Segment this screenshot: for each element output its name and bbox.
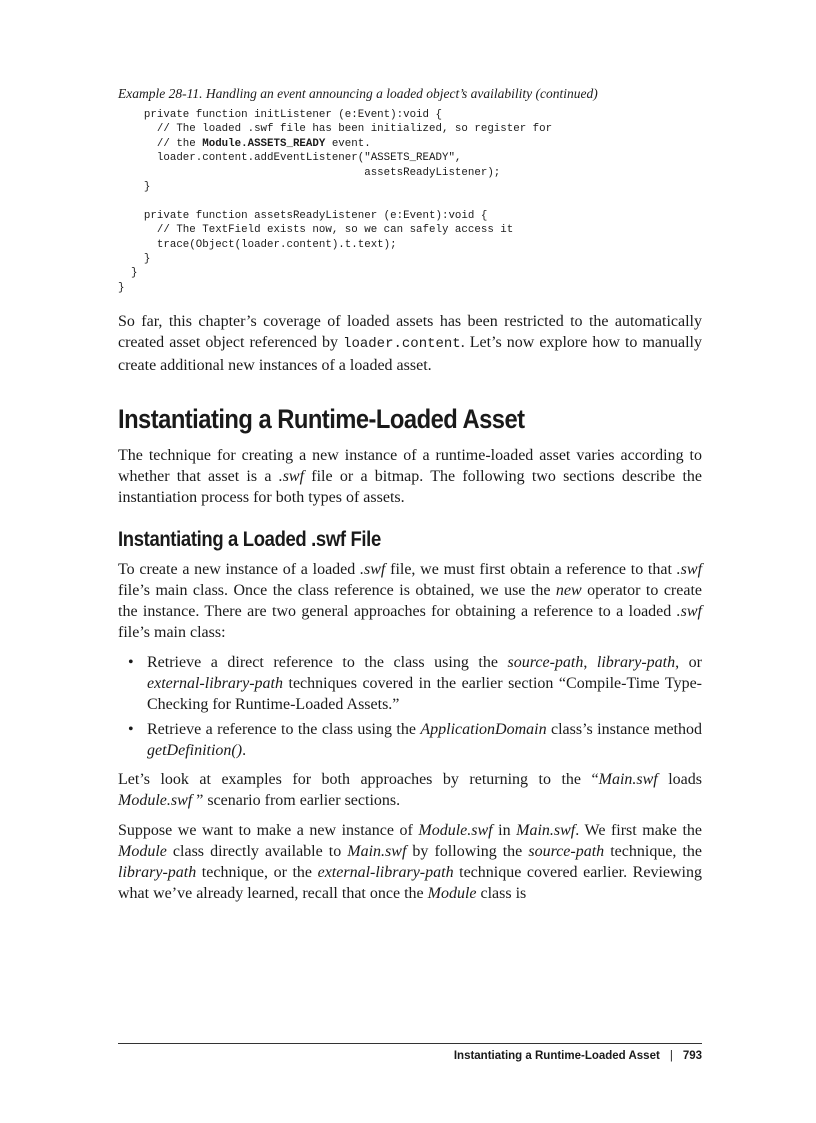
emphasis: .swf [676,603,702,621]
paragraph [118,445,702,508]
emphasis: Module [118,843,167,861]
text: To create a new instance of a loaded [118,561,361,579]
text: file, we must first obtain a reference to that [385,561,677,579]
bullet-icon: • [128,654,134,672]
text: in [492,822,517,840]
code-line: private function assetsReadyListener (e:Event):void { [118,209,488,222]
code-line: private function initListener (e:Event):void { [118,109,442,121]
emphasis: ApplicationDomain [420,721,547,739]
text: The technique for creating a new instance of a runtime-loaded asset varies according to whether that asset is a [118,447,702,486]
code-line: // The TextField exists now, so we can safely access it [118,224,514,237]
code-line: trace(Object(loader.content).t.text); [118,238,397,251]
emphasis: library-path [596,654,676,672]
text: class directly available to [166,843,348,861]
code-text: // the [118,137,203,150]
text: , [583,654,597,672]
text: file’s main class. Once the class reference is obtained, we use the [118,582,556,600]
text: ” scenario from earlier sections. [192,792,401,810]
page-footer [118,1043,702,1062]
text: class’s instance method [546,721,703,739]
section-heading: Instantiating a Runtime-Loaded Asset [118,404,525,435]
text: by following the [406,843,529,861]
text: , or [675,654,703,672]
paragraph [118,820,702,904]
emphasis: .swf [360,561,386,579]
text: Let’s look at examples for both approaches by returning to the “ [118,771,599,789]
text: file’s main class: [118,624,226,642]
page-content [118,86,702,913]
text: . We first make the [575,822,702,840]
text: file or a bitmap. The following two sections describe the instantiation process for both types of assets. [118,468,702,507]
text: So far, this chapter’s coverage of loaded assets has been restricted to the automatically created asset object referenced by [118,313,702,352]
text: loads [657,771,702,789]
emphasis: Module.swf [418,822,493,840]
emphasis: .swf [278,468,305,486]
inline-code: loader.content [343,336,461,353]
code-bold-text: Module.ASSETS_READY [202,137,326,150]
emphasis: Main.swf [516,822,576,840]
emphasis: Main.swf [598,771,658,789]
bullet-icon: • [128,721,134,739]
example-caption: Example 28-11. Handling an event announcing a loaded object’s availability (continued) [118,86,598,101]
subsection-heading: Instantiating a Loaded .swf File [118,528,381,552]
bullet-list [118,652,702,761]
code-line: loader.content.addEventListener("ASSETS_READY", [118,152,462,165]
emphasis: .swf [676,561,703,579]
text: . Let’s now explore how to manually create additional new instances of a loaded asset. [118,334,703,375]
emphasis: source-path [528,843,605,861]
text: operator to create the instance. There are two general approaches for obtaining a reference to a loaded [118,582,703,621]
list-item [118,719,702,761]
text: techniques covered in the earlier section “Compile-Time Type-Checking for Runtime-Loaded Assets.” [147,675,702,714]
emphasis: Module.swf [118,792,193,810]
code-line: assetsReadyListener); [118,166,501,179]
emphasis: Main.swf [347,843,407,861]
text: . [242,742,247,760]
paragraph [118,559,702,643]
emphasis: external-library-path [317,864,454,882]
emphasis: external-library-path [147,675,283,693]
footer-separator: | [669,1050,673,1062]
footer-title: Instantiating a Runtime-Loaded Asset [453,1050,660,1062]
code-line [118,194,702,208]
emphasis: source-path [507,654,584,672]
text: Retrieve a reference to the class using the [147,721,421,739]
code-line: // The loaded .swf file has been initialized, so register for [118,123,553,136]
page-number: 793 [682,1050,702,1062]
text: technique, the [604,843,703,861]
code-text: event. [325,137,371,150]
code-line: } [118,281,125,294]
text: technique covered earlier. Reviewing what we’ve already learned, recall that once the [118,864,702,903]
code-line: } [118,267,138,280]
paragraph [118,769,702,811]
code-line [118,137,702,151]
text: Suppose we want to make a new instance of [118,822,419,840]
text: class is [476,885,527,903]
code-listing [118,108,702,295]
list-item [118,652,702,715]
emphasis: new [555,582,582,600]
text: technique, or the [196,864,318,882]
code-line: } [118,253,151,266]
emphasis: Module [427,885,477,903]
emphasis: library-path [118,864,197,882]
text: Retrieve a direct reference to the class using the [147,654,508,672]
paragraph [118,311,702,376]
emphasis: getDefinition() [147,742,243,760]
code-line: } [118,181,151,194]
